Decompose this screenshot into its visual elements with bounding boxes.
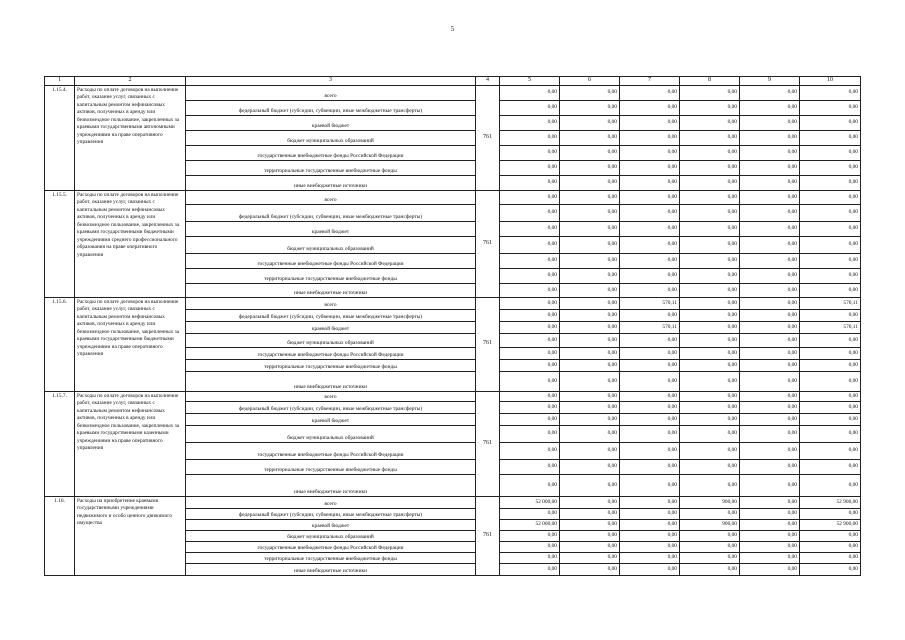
value-cell: 0,00 <box>680 115 740 130</box>
value-cell: 0,00 <box>500 442 560 459</box>
value-cell: 0,00 <box>680 253 740 268</box>
value-cell: 0,00 <box>680 283 740 297</box>
value-cell: 0,00 <box>560 85 620 100</box>
value-cell: 0,00 <box>680 268 740 283</box>
value-cell: 0,00 <box>620 268 680 283</box>
value-cell: 0,00 <box>620 519 680 530</box>
value-cell: 0,00 <box>740 347 800 359</box>
value-cell: 0,00 <box>740 309 800 321</box>
funding-source: бюджет муниципальных образований <box>186 425 476 442</box>
funding-source: территориальные государственные внебюджетные фонды <box>186 359 476 371</box>
table-row <box>45 190 861 204</box>
value-cell: 0,00 <box>620 145 680 160</box>
header-cell: 10 <box>800 77 861 86</box>
table-row <box>45 85 861 100</box>
value-cell: 0,00 <box>560 371 620 391</box>
value-cell: 0,00 <box>620 221 680 236</box>
value-cell: 0,00 <box>620 253 680 268</box>
value-cell: 0,00 <box>740 563 800 575</box>
section-code: 1.15.7. <box>45 391 75 496</box>
funding-source: территориальные государственные внебюджетные фонды <box>186 268 476 283</box>
funding-source: всего <box>186 85 476 100</box>
value-cell: 0,00 <box>500 413 560 425</box>
value-cell: 0,00 <box>680 100 740 115</box>
value-cell: 0,00 <box>620 175 680 190</box>
value-cell: 0,00 <box>680 413 740 425</box>
value-cell: 0,00 <box>620 190 680 204</box>
funding-source: федеральный бюджет (субсидии, субвенции, иные межбюджетные трансферты) <box>186 401 476 413</box>
funding-source: краевой бюджет <box>186 321 476 333</box>
funding-source: государственные внебюджетные фонды Российской Федерации <box>186 145 476 160</box>
value-cell: 0,00 <box>800 347 861 359</box>
funding-source: всего <box>186 496 476 508</box>
value-cell: 0,00 <box>800 391 861 401</box>
value-cell: 0,00 <box>680 530 740 541</box>
funding-source: государственные внебюджетные фонды Российской Федерации <box>186 253 476 268</box>
value-cell: 0,00 <box>560 268 620 283</box>
value-cell: 0,00 <box>500 85 560 100</box>
header-cell: 8 <box>680 77 740 86</box>
header-cell: 2 <box>75 77 186 86</box>
value-cell: 0,00 <box>740 371 800 391</box>
value-cell: 0,00 <box>680 333 740 347</box>
value-cell: 0,00 <box>620 359 680 371</box>
funding-source: территориальные государственные внебюджетные фонды <box>186 552 476 563</box>
value-cell: 0,00 <box>740 236 800 253</box>
funding-source: краевой бюджет <box>186 221 476 236</box>
value-cell: 0,00 <box>500 563 560 575</box>
section-name: Расходы по оплате договоров на выполнение работ, оказание услуг, связанных с капитальным ремонтом нефинансовых активов, полученных в аренду или безвозмездное пользование, закрепленных за краевыми государственными бюджетными учреждениями на праве оперативного управления <box>75 297 186 391</box>
value-cell: 0,00 <box>740 333 800 347</box>
budget-table <box>44 76 861 576</box>
value-cell: 0,00 <box>500 552 560 563</box>
value-cell: 0,00 <box>500 115 560 130</box>
value-cell: 0,00 <box>680 236 740 253</box>
section-name: Расходы по оплате договоров на выполнение работ, оказание услуг, связанных с капитальным ремонтом нефинансовых активов, полученных в аренду или безвозмездное пользование, закрепленных за краевыми государственными автономными учреждениями на праве оперативного управления <box>75 85 186 190</box>
header-cell: 9 <box>740 77 800 86</box>
value-cell: 0,00 <box>500 190 560 204</box>
table-row <box>45 496 861 508</box>
value-cell: 0,00 <box>740 160 800 175</box>
value-cell: 0,00 <box>740 530 800 541</box>
value-cell: 0,00 <box>560 309 620 321</box>
value-cell: 0,00 <box>680 371 740 391</box>
value-cell: 0,00 <box>500 333 560 347</box>
value-cell: 0,00 <box>500 236 560 253</box>
value-cell: 0,00 <box>620 333 680 347</box>
value-cell: 0,00 <box>500 321 560 333</box>
value-cell: 0,00 <box>800 530 861 541</box>
value-cell: 0,00 <box>620 442 680 459</box>
section-code: 1.16. <box>45 496 75 575</box>
value-cell: 0,00 <box>800 175 861 190</box>
value-cell: 0,00 <box>680 359 740 371</box>
header-row <box>45 77 861 86</box>
value-cell: 0,00 <box>680 442 740 459</box>
value-cell: 0,00 <box>680 474 740 496</box>
value-cell: 0,00 <box>800 442 861 459</box>
section-name: Расходы на приобретение краевыми государственными учреждениями недвижимого и особо ценного движимого имущества <box>75 496 186 575</box>
value-cell: 0,00 <box>560 333 620 347</box>
value-cell: 0,00 <box>560 401 620 413</box>
value-cell: 0,00 <box>800 508 861 519</box>
value-cell: 0,00 <box>800 541 861 552</box>
header-cell: 7 <box>620 77 680 86</box>
value-cell: 0,00 <box>560 413 620 425</box>
value-cell: 52 000,00 <box>500 519 560 530</box>
value-cell: 900,00 <box>680 519 740 530</box>
value-cell: 0,00 <box>740 253 800 268</box>
value-cell: 0,00 <box>680 175 740 190</box>
value-cell: 0,00 <box>560 459 620 474</box>
value-cell: 52 900,00 <box>800 496 861 508</box>
value-cell: 0,00 <box>500 100 560 115</box>
funding-source: федеральный бюджет (субсидии, субвенции, иные межбюджетные трансферты) <box>186 508 476 519</box>
header-cell: 4 <box>476 77 500 86</box>
funding-source: государственные внебюджетные фонды Российской Федерации <box>186 541 476 552</box>
value-cell: 0,00 <box>500 221 560 236</box>
value-cell: 0,00 <box>740 508 800 519</box>
value-cell: 0,00 <box>800 333 861 347</box>
value-cell: 0,00 <box>740 474 800 496</box>
value-cell: 0,00 <box>800 552 861 563</box>
value-cell: 0,00 <box>620 160 680 175</box>
value-cell: 0,00 <box>740 85 800 100</box>
value-cell: 0,00 <box>740 413 800 425</box>
value-cell: 0,00 <box>740 145 800 160</box>
value-cell: 0,00 <box>620 283 680 297</box>
value-cell: 0,00 <box>740 496 800 508</box>
section-name: Расходы по оплате договоров на выполнение работ, оказание услуг, связанных с капитальным ремонтом нефинансовых активов, полученных в аренду или безвозмездное пользование, закрепленных за краевыми государственными бюджетными учреждениями среднего профессионального образования на праве оперативного управления <box>75 190 186 297</box>
value-cell: 0,00 <box>680 160 740 175</box>
grbs-code: 761 <box>476 190 500 297</box>
value-cell: 0,00 <box>560 283 620 297</box>
value-cell: 0,00 <box>620 85 680 100</box>
value-cell: 0,00 <box>740 283 800 297</box>
value-cell: 0,00 <box>680 204 740 221</box>
funding-source: краевой бюджет <box>186 413 476 425</box>
value-cell: 0,00 <box>620 115 680 130</box>
value-cell: 0,00 <box>560 130 620 145</box>
value-cell: 0,00 <box>740 297 800 309</box>
value-cell: 570,11 <box>620 297 680 309</box>
value-cell: 0,00 <box>560 552 620 563</box>
value-cell: 0,00 <box>560 496 620 508</box>
value-cell: 0,00 <box>560 530 620 541</box>
value-cell: 0,00 <box>740 442 800 459</box>
value-cell: 0,00 <box>800 268 861 283</box>
value-cell: 0,00 <box>560 519 620 530</box>
value-cell: 570,11 <box>800 297 861 309</box>
value-cell: 0,00 <box>620 563 680 575</box>
value-cell: 0,00 <box>740 221 800 236</box>
funding-source: территориальные государственные внебюджетные фонды <box>186 160 476 175</box>
section-code: 1.15.4. <box>45 85 75 190</box>
funding-source: бюджет муниципальных образований <box>186 130 476 145</box>
value-cell: 0,00 <box>560 508 620 519</box>
value-cell: 0,00 <box>800 145 861 160</box>
value-cell: 570,11 <box>800 321 861 333</box>
value-cell: 0,00 <box>500 283 560 297</box>
value-cell: 0,00 <box>740 268 800 283</box>
header-cell: 1 <box>45 77 75 86</box>
value-cell: 0,00 <box>680 309 740 321</box>
table-row <box>45 391 861 401</box>
value-cell: 0,00 <box>620 474 680 496</box>
funding-source: бюджет муниципальных образований <box>186 530 476 541</box>
grbs-code: 761 <box>476 496 500 575</box>
value-cell: 0,00 <box>560 297 620 309</box>
value-cell: 0,00 <box>800 401 861 413</box>
value-cell: 0,00 <box>740 175 800 190</box>
value-cell: 0,00 <box>680 425 740 442</box>
value-cell: 0,00 <box>740 130 800 145</box>
value-cell: 0,00 <box>500 530 560 541</box>
table-row <box>45 297 861 309</box>
value-cell: 0,00 <box>620 496 680 508</box>
section-code: 1.15.6. <box>45 297 75 391</box>
value-cell: 0,00 <box>500 309 560 321</box>
value-cell: 0,00 <box>740 401 800 413</box>
value-cell: 0,00 <box>560 145 620 160</box>
section-code: 1.15.5. <box>45 190 75 297</box>
value-cell: 0,00 <box>500 145 560 160</box>
value-cell: 0,00 <box>620 371 680 391</box>
value-cell: 0,00 <box>620 130 680 145</box>
value-cell: 0,00 <box>560 175 620 190</box>
funding-source: федеральный бюджет (субсидии, субвенции, иные межбюджетные трансферты) <box>186 100 476 115</box>
value-cell: 0,00 <box>500 297 560 309</box>
value-cell: 0,00 <box>560 100 620 115</box>
value-cell: 0,00 <box>800 190 861 204</box>
value-cell: 0,00 <box>680 130 740 145</box>
value-cell: 0,00 <box>500 359 560 371</box>
value-cell: 0,00 <box>740 459 800 474</box>
value-cell: 0,00 <box>620 459 680 474</box>
value-cell: 0,00 <box>680 347 740 359</box>
value-cell: 0,00 <box>500 401 560 413</box>
value-cell: 0,00 <box>800 100 861 115</box>
value-cell: 0,00 <box>500 253 560 268</box>
value-cell: 0,00 <box>680 85 740 100</box>
header-cell: 6 <box>560 77 620 86</box>
value-cell: 0,00 <box>560 321 620 333</box>
value-cell: 0,00 <box>500 160 560 175</box>
value-cell: 0,00 <box>560 204 620 221</box>
value-cell: 0,00 <box>500 391 560 401</box>
value-cell: 0,00 <box>620 391 680 401</box>
value-cell: 0,00 <box>620 401 680 413</box>
section-name: Расходы по оплате договоров на выполнение работ, оказание услуг, связанных с капитальным ремонтом нефинансовых активов, полученных в аренду или безвозмездное пользование, закрепленных за краевыми государственными казенными учреждениями на праве оперативного управления <box>75 391 186 496</box>
value-cell: 0,00 <box>560 563 620 575</box>
value-cell: 570,11 <box>620 321 680 333</box>
value-cell: 0,00 <box>800 115 861 130</box>
funding-source: иные внебюджетные источники <box>186 283 476 297</box>
value-cell: 900,00 <box>680 496 740 508</box>
value-cell: 0,00 <box>560 442 620 459</box>
funding-source: бюджет муниципальных образований <box>186 333 476 347</box>
value-cell: 0,00 <box>620 552 680 563</box>
value-cell: 0,00 <box>560 391 620 401</box>
funding-source: территориальные государственные внебюджетные фонды <box>186 459 476 474</box>
funding-source: федеральный бюджет (субсидии, субвенции, иные межбюджетные трансферты) <box>186 204 476 221</box>
value-cell: 0,00 <box>500 268 560 283</box>
value-cell: 0,00 <box>560 160 620 175</box>
value-cell: 0,00 <box>560 236 620 253</box>
value-cell: 0,00 <box>680 190 740 204</box>
header-cell: 3 <box>186 77 476 86</box>
value-cell: 0,00 <box>680 552 740 563</box>
value-cell: 0,00 <box>740 115 800 130</box>
funding-source: краевой бюджет <box>186 115 476 130</box>
value-cell: 0,00 <box>740 321 800 333</box>
value-cell: 0,00 <box>560 425 620 442</box>
value-cell: 0,00 <box>740 552 800 563</box>
funding-source: иные внебюджетные источники <box>186 563 476 575</box>
value-cell: 0,00 <box>800 413 861 425</box>
value-cell: 0,00 <box>680 508 740 519</box>
value-cell: 0,00 <box>680 297 740 309</box>
value-cell: 0,00 <box>560 359 620 371</box>
grbs-code: 761 <box>476 297 500 391</box>
value-cell: 0,00 <box>800 204 861 221</box>
funding-source: иные внебюджетные источники <box>186 371 476 391</box>
value-cell: 0,00 <box>620 309 680 321</box>
value-cell: 0,00 <box>740 190 800 204</box>
value-cell: 0,00 <box>680 401 740 413</box>
value-cell: 0,00 <box>740 541 800 552</box>
header-cell: 5 <box>500 77 560 86</box>
value-cell: 0,00 <box>500 130 560 145</box>
value-cell: 0,00 <box>800 563 861 575</box>
value-cell: 0,00 <box>620 413 680 425</box>
funding-source: иные внебюджетные источники <box>186 175 476 190</box>
value-cell: 0,00 <box>500 347 560 359</box>
value-cell: 0,00 <box>740 204 800 221</box>
value-cell: 0,00 <box>560 115 620 130</box>
page-number: 5 <box>450 25 455 33</box>
value-cell: 0,00 <box>680 145 740 160</box>
value-cell: 0,00 <box>500 541 560 552</box>
value-cell: 0,00 <box>620 236 680 253</box>
value-cell: 0,00 <box>800 160 861 175</box>
value-cell: 0,00 <box>740 425 800 442</box>
value-cell: 0,00 <box>800 253 861 268</box>
value-cell: 0,00 <box>560 541 620 552</box>
value-cell: 0,00 <box>500 371 560 391</box>
value-cell: 0,00 <box>680 563 740 575</box>
value-cell: 0,00 <box>500 204 560 221</box>
value-cell: 0,00 <box>500 508 560 519</box>
value-cell: 0,00 <box>740 519 800 530</box>
value-cell: 0,00 <box>680 321 740 333</box>
value-cell: 0,00 <box>800 85 861 100</box>
value-cell: 0,00 <box>680 221 740 236</box>
value-cell: 0,00 <box>620 100 680 115</box>
funding-source: всего <box>186 190 476 204</box>
value-cell: 0,00 <box>500 474 560 496</box>
value-cell: 52 000,00 <box>500 496 560 508</box>
value-cell: 0,00 <box>680 459 740 474</box>
grbs-code: 761 <box>476 85 500 190</box>
value-cell: 0,00 <box>800 371 861 391</box>
value-cell: 0,00 <box>740 100 800 115</box>
funding-source: государственные внебюджетные фонды Российской Федерации <box>186 347 476 359</box>
value-cell: 0,00 <box>560 347 620 359</box>
value-cell: 0,00 <box>620 347 680 359</box>
value-cell: 0,00 <box>620 204 680 221</box>
value-cell: 0,00 <box>800 236 861 253</box>
value-cell: 0,00 <box>800 283 861 297</box>
value-cell: 0,00 <box>740 391 800 401</box>
funding-source: краевой бюджет <box>186 519 476 530</box>
value-cell: 52 900,00 <box>800 519 861 530</box>
grbs-code: 761 <box>476 391 500 496</box>
value-cell: 0,00 <box>500 175 560 190</box>
funding-source: всего <box>186 391 476 401</box>
funding-source: всего <box>186 297 476 309</box>
value-cell: 0,00 <box>500 425 560 442</box>
funding-source: бюджет муниципальных образований <box>186 236 476 253</box>
value-cell: 0,00 <box>680 391 740 401</box>
value-cell: 0,00 <box>620 508 680 519</box>
value-cell: 0,00 <box>800 425 861 442</box>
value-cell: 0,00 <box>560 253 620 268</box>
value-cell: 0,00 <box>560 221 620 236</box>
value-cell: 0,00 <box>620 530 680 541</box>
value-cell: 0,00 <box>740 359 800 371</box>
funding-source: государственные внебюджетные фонды Российской Федерации <box>186 442 476 459</box>
value-cell: 0,00 <box>560 474 620 496</box>
value-cell: 0,00 <box>500 459 560 474</box>
value-cell: 0,00 <box>620 425 680 442</box>
value-cell: 0,00 <box>800 309 861 321</box>
funding-source: федеральный бюджет (субсидии, субвенции, иные межбюджетные трансферты) <box>186 309 476 321</box>
value-cell: 0,00 <box>620 541 680 552</box>
value-cell: 0,00 <box>800 359 861 371</box>
value-cell: 0,00 <box>800 459 861 474</box>
value-cell: 0,00 <box>800 130 861 145</box>
value-cell: 0,00 <box>800 474 861 496</box>
value-cell: 0,00 <box>800 221 861 236</box>
value-cell: 0,00 <box>680 541 740 552</box>
funding-source: иные внебюджетные источники <box>186 474 476 496</box>
value-cell: 0,00 <box>560 190 620 204</box>
